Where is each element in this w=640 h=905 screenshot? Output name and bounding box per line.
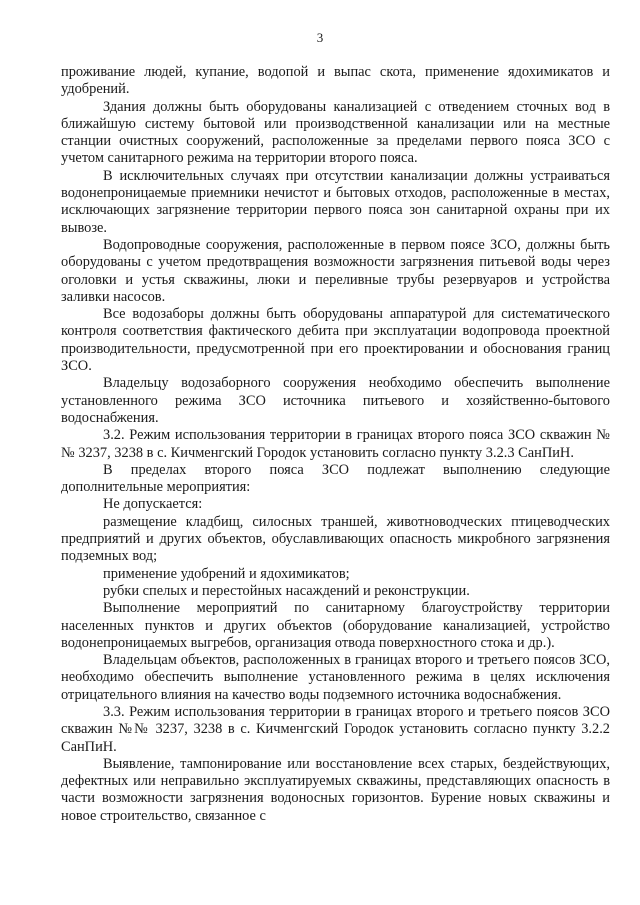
page-number: 3 bbox=[316, 30, 324, 45]
paragraph: Владельцам объектов, расположенных в границах второго и третьего поясов ЗСО, необходимо обеспечить выполнение установленного режима в целях исключения отрицательного влияния на качество воды подземного источника водоснабжения. bbox=[61, 652, 610, 703]
paragraph: применение удобрений и ядохимикатов; bbox=[103, 565, 350, 582]
paragraph: Выявление, тампонирование или восстановление всех старых, бездействующих, дефектных или неправильно эксплуатируемых скважины, представляющих опасность в части возможности загрязнения водоносных горизонтов. Бурение новых скважины и новое строительство, связанное с bbox=[61, 755, 610, 824]
paragraph: Выполнение мероприятий по санитарному благоустройству территории населенных пунктов и других объектов (оборудование канализацией, устройство водонепроницаемых выгребов, организация отвода поверхностного стока и др.). bbox=[61, 600, 610, 651]
paragraph: Владельцу водозаборного сооружения необходимо обеспечить выполнение установленного режима ЗСО источника питьевого и хозяйственно-бытового водоснабжения. bbox=[61, 375, 610, 426]
paragraph: В пределах второго пояса ЗСО подлежат выполнению следующие дополнительные мероприятия: bbox=[61, 461, 610, 496]
paragraph: Все водозаборы должны быть оборудованы аппаратурой для систематического контроля соответствия фактического дебита при эксплуатации водопровода проектной производительности, предусмотренной при его проектировании и обоснования границ ЗСО. bbox=[61, 306, 610, 375]
paragraph: 3.3. Режим использования территории в границах второго и третьего поясов ЗСО скважин №№ 3237, 3238 в с. Кичменгский Городок установить согласно пункту 3.2.2 СанПиН. bbox=[61, 703, 610, 755]
paragraph: 3.2. Режим использования территории в границах второго пояса ЗСО скважин №№ 3237, 3238 в с. Кичменгский Городок установить согласно пункту 3.2.3 СанПиН. bbox=[61, 427, 610, 461]
document-body bbox=[61, 64, 610, 825]
paragraph: размещение кладбищ, силосных траншей, животноводческих птицеводческих предприятий и других объектов, обуславливающих опасность микробного загрязнения подземных вод; bbox=[61, 513, 610, 565]
paragraph: Водопроводные сооружения, расположенные в первом поясе ЗСО, должны быть оборудованы с учетом предотвращения возможности загрязнения питьевой воды через оголовки и устья скважины, люки и переливные трубы резервуаров и устройства заливки насосов. bbox=[61, 236, 610, 305]
paragraph: проживание людей, купание, водопой и выпас скота, применение ядохимикатов и удобрений. bbox=[61, 64, 610, 98]
paragraph: Не допускается: bbox=[103, 496, 203, 513]
paragraph: В исключительных случаях при отсутствии канализации должны устраиваться водонепроницаемые приемники нечистот и бытовых отходов, расположенные в местах, исключающих загрязнение территории первого пояса зон санитарной охраны при их вывозе. bbox=[61, 167, 610, 236]
paragraph: рубки спелых и перестойных насаждений и реконструкции. bbox=[103, 582, 470, 599]
paragraph: Здания должны быть оборудованы канализацией с отведением сточных вод в ближайшую систему бытовой или производственной канализации или на местные станции очистных сооружений, расположенные за пределами первого пояса ЗСО с учетом санитарного режима на территории второго пояса. bbox=[61, 98, 610, 167]
